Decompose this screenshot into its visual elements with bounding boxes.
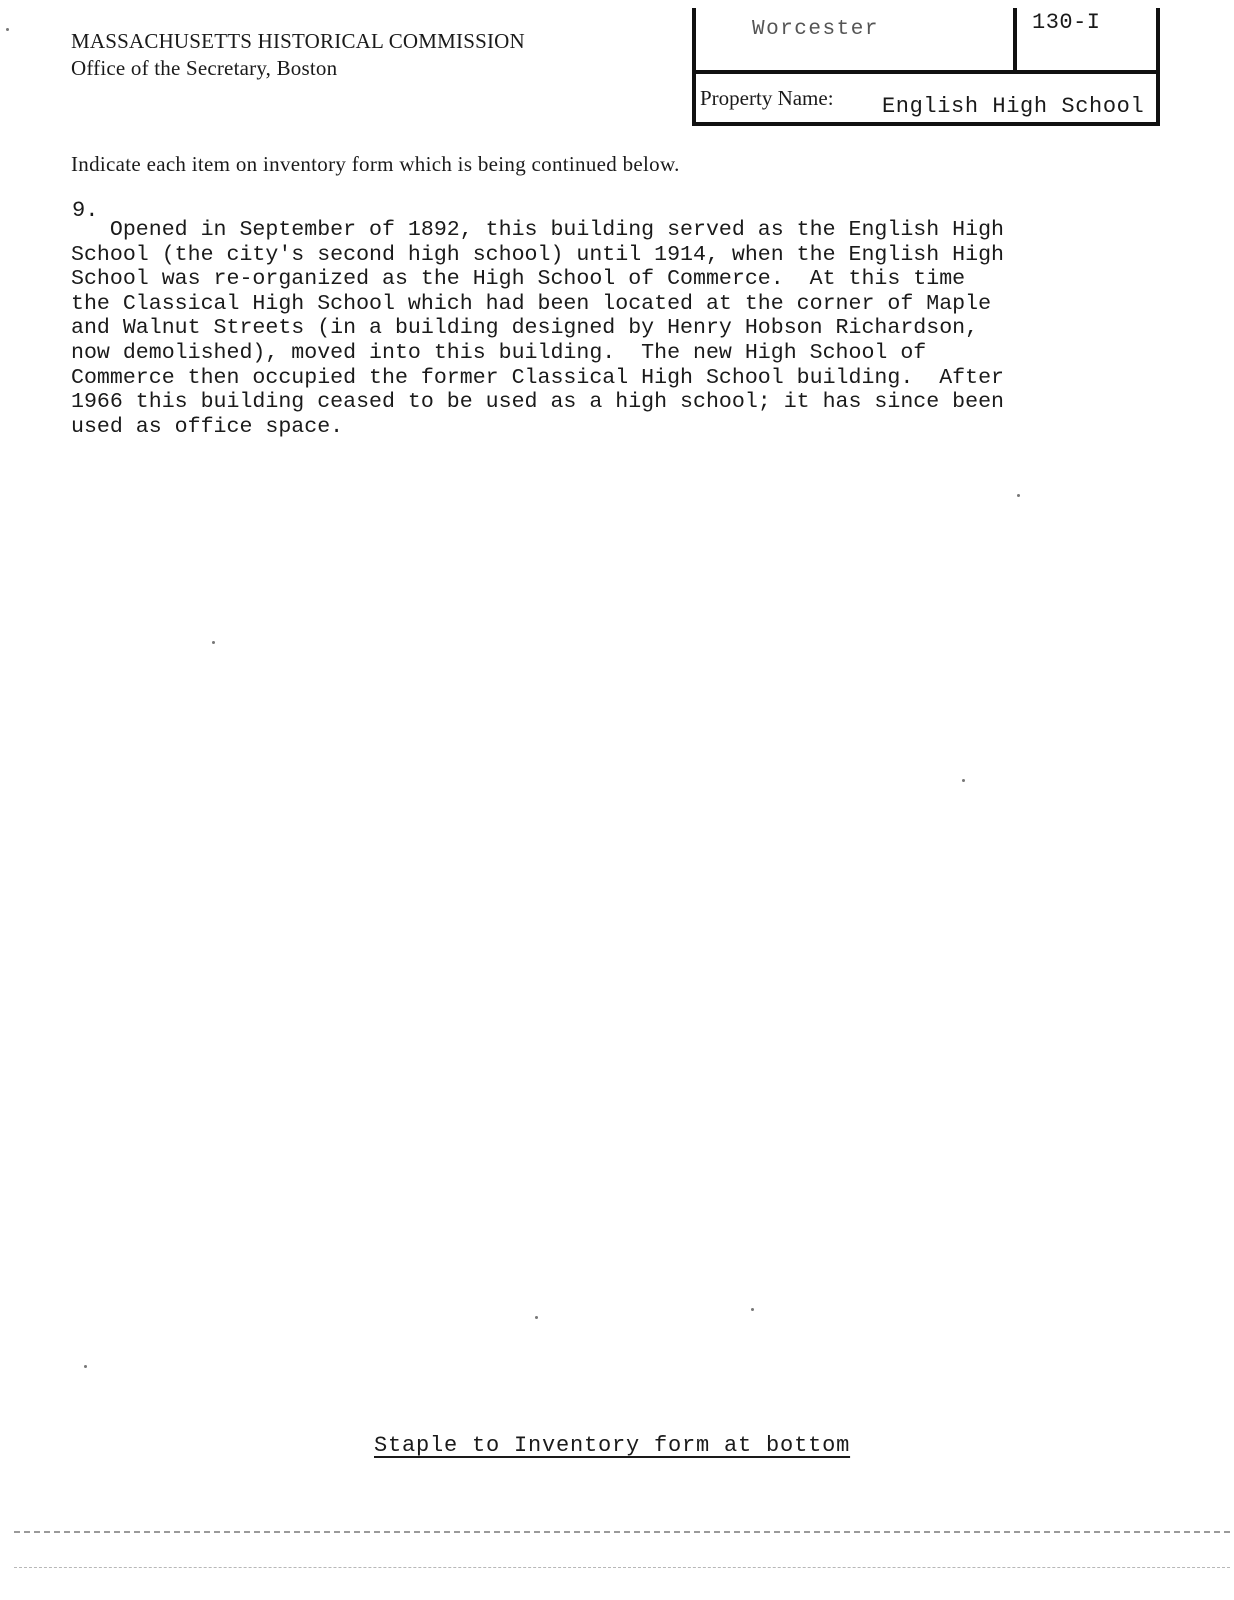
form-header-box bbox=[692, 8, 1160, 126]
text-line: Commerce then occupied the former Classical High School building. After bbox=[71, 365, 1005, 390]
property-name-value: English High School bbox=[882, 94, 1145, 119]
agency-office: Office of the Secretary, Boston bbox=[71, 56, 338, 80]
text-line: the Classical High School which had been located at the corner of Maple bbox=[71, 291, 992, 316]
text-line: School (the city's second high school) until 1914, when the English High bbox=[71, 242, 1005, 267]
scan-edge-artifact bbox=[14, 1531, 1230, 1533]
text-line: 1966 this building ceased to be used as a high school; it has since been bbox=[71, 390, 1005, 415]
box-border-right bbox=[1156, 8, 1160, 126]
text-line: School was re-organized as the High School of Commerce. At this time bbox=[71, 267, 966, 292]
property-name-label: Property Name: bbox=[700, 86, 834, 110]
box-border-left bbox=[692, 8, 696, 126]
scan-speck bbox=[962, 779, 965, 782]
box-divider-vertical bbox=[1013, 8, 1017, 70]
text-line: used as office space. bbox=[71, 414, 344, 439]
staple-instruction: Staple to Inventory form at bottom bbox=[374, 1433, 851, 1458]
item-number: 9. bbox=[72, 198, 99, 223]
scan-edge-artifact bbox=[14, 1567, 1230, 1568]
item-continuation-text bbox=[71, 218, 1151, 439]
box-border-bottom bbox=[692, 122, 1160, 126]
scan-speck bbox=[1017, 494, 1020, 497]
scan-speck bbox=[84, 1365, 87, 1368]
text-line: Opened in September of 1892, this building served as the English High bbox=[71, 218, 1005, 242]
inventory-number: 130-I bbox=[1032, 10, 1101, 35]
continuation-instruction: Indicate each item on inventory form which is being continued below. bbox=[71, 152, 680, 176]
agency-block bbox=[71, 28, 525, 82]
scan-speck bbox=[212, 641, 215, 644]
scan-speck bbox=[751, 1308, 754, 1311]
scan-speck bbox=[6, 28, 9, 31]
agency-name: MASSACHUSETTS HISTORICAL COMMISSION bbox=[71, 29, 525, 53]
box-divider-horizontal bbox=[692, 70, 1160, 74]
town-name: Worcester bbox=[752, 18, 879, 41]
text-line: now demolished), moved into this building. The new High School of bbox=[71, 340, 927, 365]
text-line: and Walnut Streets (in a building designed by Henry Hobson Richardson, bbox=[71, 316, 979, 341]
scan-speck bbox=[535, 1316, 538, 1319]
